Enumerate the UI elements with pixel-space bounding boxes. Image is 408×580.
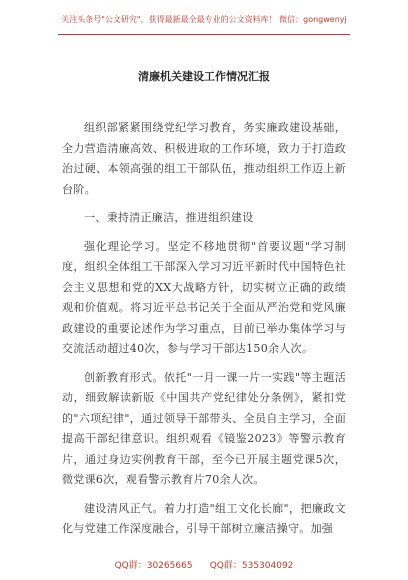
section-heading: 一、秉持清正廉洁，推进组织建设: [84, 211, 254, 224]
body-paragraph: 创新教育形式。依托"一月一课一片一实践"等主题活动，细致解读新版《中国共产党纪律处分条例》，紧扣党的"六项纪律"，通过领导干部带头、全员自主学习，全面提高干部纪律意识。组织观看《镜鉴2023》等警示教育片，通过身边实例教育干部，至今已开展主题党课5次，微党课6次，观看警示教育片70余人次。: [62, 370, 346, 486]
body-paragraph: 建设清风正气。着力打造"组工文化长廊"，把廉政文化与党建工作深度融合，引导干部树立廉洁操守。加强: [62, 501, 346, 535]
header-promo-text: 关注头条号"公文研究"，获得最新最全最专业的公文资料库！ 微信：gongwenyj: [61, 15, 347, 24]
footer-contact-text: QQ群：30265665 QQ群：535304092: [114, 561, 294, 571]
document-title: 清廉机关建设工作情况汇报: [138, 70, 270, 83]
header-divider: [58, 34, 350, 35]
intro-paragraph: 组织部紧紧围绕党纪学习教育，务实廉政建设基础，全力营造清廉高效、积极进取的工作环境，致力于打造政治过硬、本领高强的组工干部队伍，推动组织工作迈上新台阶。: [62, 121, 346, 196]
document-body: [62, 118, 346, 548]
body-paragraph: 强化理论学习。坚定不移地贯彻"首要议题"学习制度，组织全体组工干部深入学习习近平新时代中国特色社会主义思想和党的XX大战略方针，切实树立正确的政绩观和价值观。将习近平总书记关于全面从严治党和党风廉政建设的重要论述作为学习重点，目前已举办集体学习与交流活动超过40次，参与学习干部达150余人次。: [62, 239, 346, 355]
